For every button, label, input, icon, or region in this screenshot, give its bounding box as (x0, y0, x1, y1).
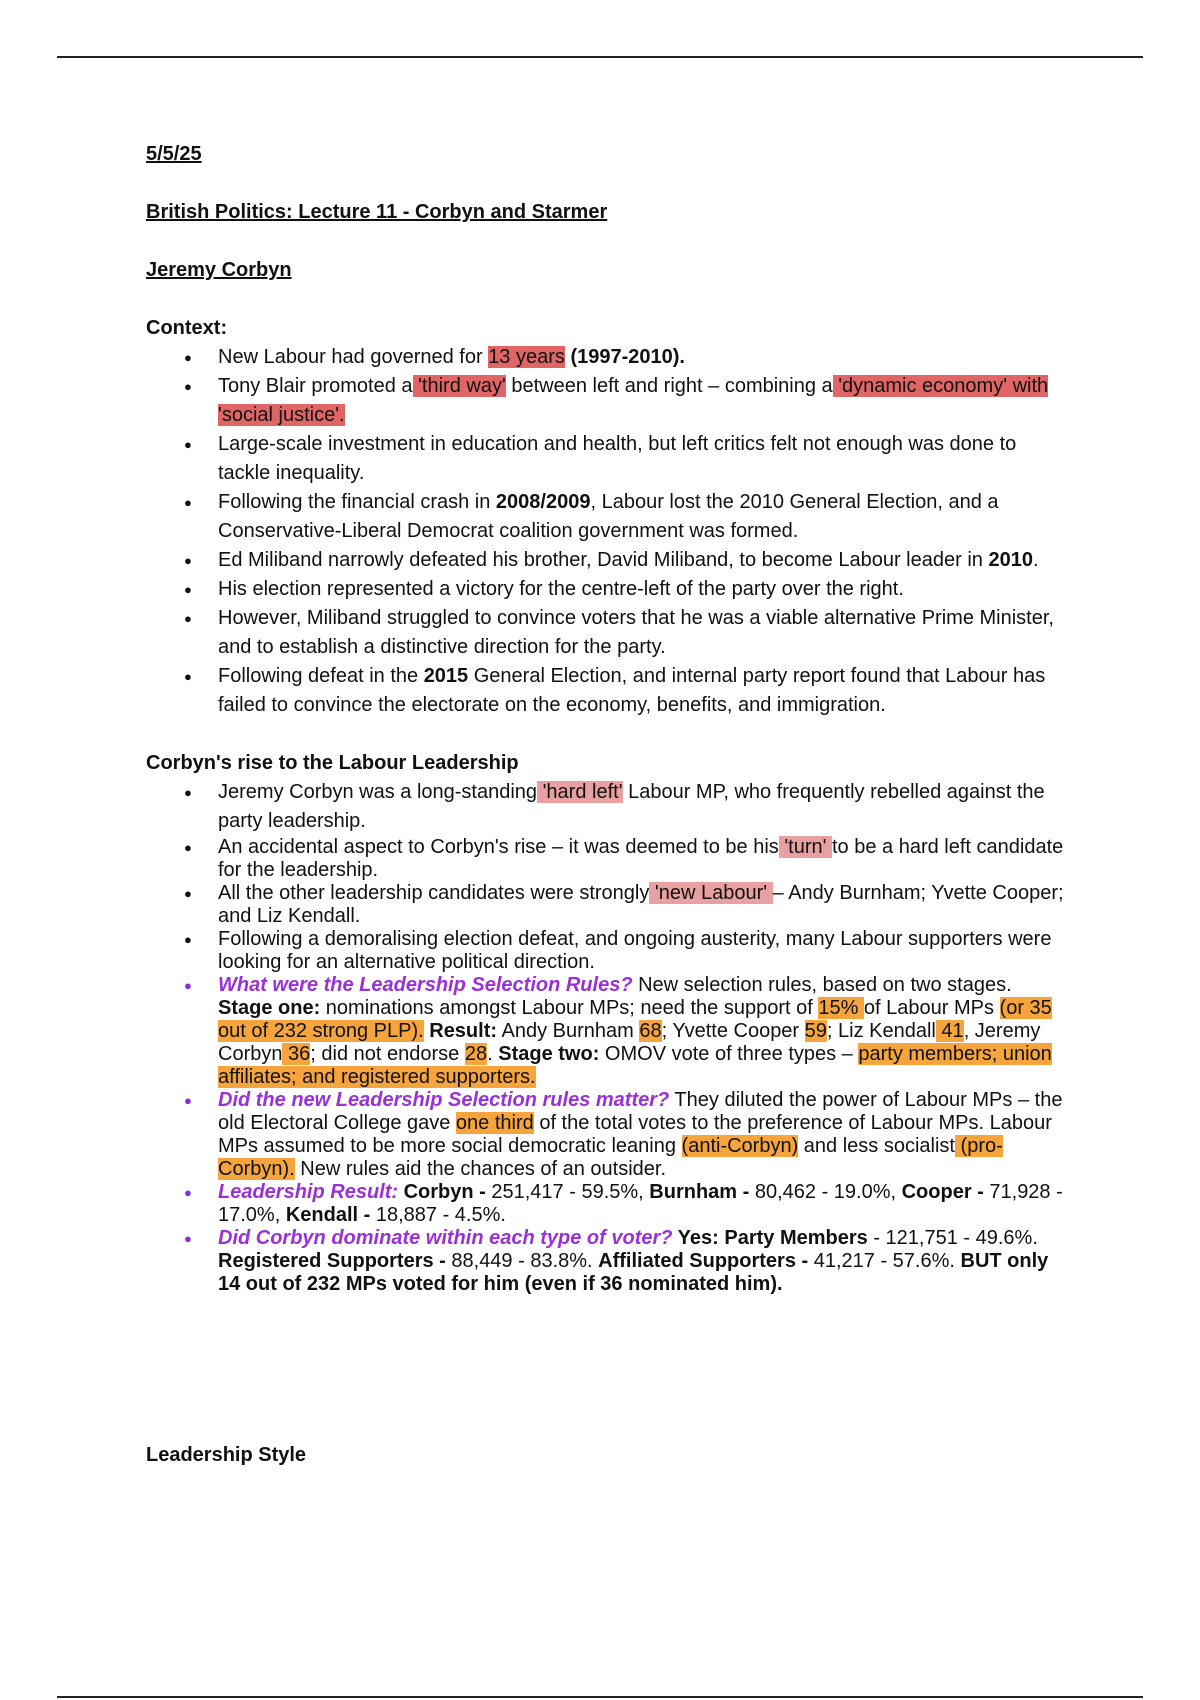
context-heading: Context: (146, 317, 228, 339)
question: What were the Leadership Selection Rules? (218, 974, 633, 996)
list-item: ● All the other leadership candidates were strongly 'new Labour' – Andy Burnham; Yvette Cooper; and Liz Kendall. (218, 882, 1066, 928)
lecture-title: British Politics: Lecture 11 - Corbyn and Starmer (146, 201, 608, 223)
list-item: ● Did the new Leadership Selection rules matter? They diluted the power of Labour MPs – the old Electoral College gave one third of the total votes to the preference of Labour MPs. Labour MPs assumed to be more social democratic leaning (anti-Corbyn) and less socialist (pro-Corbyn). New rules aid the chances of an outsider. (218, 1089, 1066, 1181)
list-item: ● An accidental aspect to Corbyn's rise – it was deemed to be his 'turn' to be a hard left candidate for the leadership. (218, 836, 1066, 882)
highlight: 'third way' (412, 375, 506, 397)
rise-list (146, 778, 1066, 836)
leadership-style-heading: Leadership Style (146, 1444, 307, 1466)
list-item: ● Following a demoralising election defeat, and ongoing austerity, many Labour supporters were looking for an alternative political direction. (218, 928, 1066, 974)
top-rule (57, 56, 1143, 58)
highlight: 'new Labour' (649, 882, 773, 904)
list-item: ● Ed Miliband narrowly defeated his brother, David Miliband, to become Labour leader in 2010. (218, 546, 1066, 575)
list-item: ● Following the financial crash in 2008/2009, Labour lost the 2010 General Election, and a Conservative-Liberal Democrat coalition government was formed. (218, 488, 1066, 546)
list-item: ● Following defeat in the 2015 General Election, and internal party report found that Labour has failed to convince the electorate on the economy, benefits, and immigration. (218, 662, 1066, 720)
list-item: ● His election represented a victory for the centre-left of the party over the right. (218, 575, 1066, 604)
rise-heading: Corbyn's rise to the Labour Leadership (146, 752, 519, 774)
list-item: ● Large-scale investment in education and health, but left critics felt not enough was done to tackle inequality. (218, 430, 1066, 488)
highlight: 'dynamic economy' with 'social justice'. (218, 375, 1049, 426)
list-item: ● Tony Blair promoted a 'third way' between left and right – combining a 'dynamic economy' with 'social justice'. (218, 372, 1066, 430)
bottom-rule (57, 1696, 1143, 1698)
list-item: ● Did Corbyn dominate within each type of voter? Yes: Party Members - 121,751 - 49.6%. Registered Supporters - 88,449 - 83.8%. Affiliated Supporters - 41,217 - 57.6%. BUT only 14 out of 232 MPs voted for him (even if 36 nominated him). (218, 1227, 1066, 1296)
highlight: 'turn' (778, 836, 832, 858)
date: 5/5/25 (146, 143, 202, 165)
highlight: 13 years (488, 346, 565, 368)
context-list (146, 343, 1066, 720)
rise-list-tight (146, 836, 1066, 1296)
question: Did Corbyn dominate within each type of voter? (218, 1227, 673, 1249)
list-item: ● New Labour had governed for 13 years (1997-2010). (218, 343, 1066, 372)
list-item: ● Jeremy Corbyn was a long-standing 'hard left' Labour MP, who frequently rebelled against the party leadership. (218, 778, 1066, 836)
document-body (146, 140, 1066, 1470)
list-item: ● However, Miliband struggled to convince voters that he was a viable alternative Prime Minister, and to establish a distinctive direction for the party. (218, 604, 1066, 662)
list-item: ● What were the Leadership Selection Rules? New selection rules, based on two stages. Stage one: nominations amongst Labour MPs; need the support of 15% of Labour MPs (or 35 out of 232 strong PLP). Result: Andy Burnham 68; Yvette Cooper 59; Liz Kendall 41, Jeremy Corbyn 36; did not endorse 28. Stage two: OMOV vote of three types – party members; union affiliates; and registered supporters. (218, 974, 1066, 1089)
list-item: ● Leadership Result: Corbyn - 251,417 - 59.5%, Burnham - 80,462 - 19.0%, Cooper - 71,928 - 17.0%, Kendall - 18,887 - 4.5%. (218, 1181, 1066, 1227)
question: Did the new Leadership Selection rules matter? (218, 1089, 670, 1111)
highlight: 'hard left' (537, 781, 623, 803)
section-heading-corbyn: Jeremy Corbyn (146, 259, 292, 281)
question: Leadership Result: (218, 1181, 399, 1203)
